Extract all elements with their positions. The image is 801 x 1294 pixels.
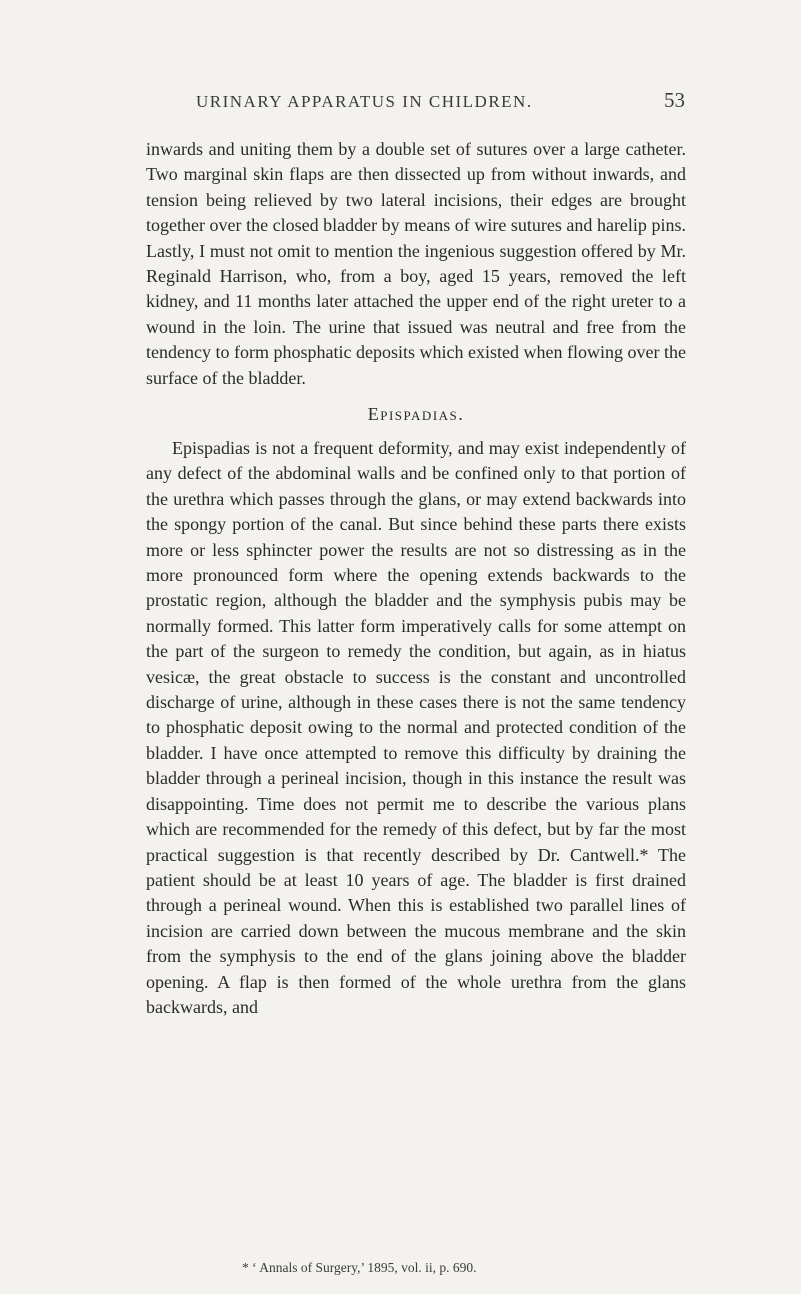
footnote: * ‘ Annals of Surgery,’ 1895, vol. ii, p. 690.: [242, 1260, 477, 1275]
page-number: 53: [664, 88, 685, 112]
text-block-epispadias: [146, 436, 686, 1020]
running-title: URINARY APPARATUS IN CHILDREN.: [196, 92, 533, 111]
paragraph-epispadias: Epispadias is not a frequent deformity, and may exist independently of any defect of the abdominal walls and be confined only to that portion of the urethra which passes through the glans, or may extend backwards into the spongy portion of the canal. But since behind these parts there exists more or less sphincter power the results are not so distressing as in the more pronounced form where the opening extends backwards to the prostatic region, although the bladder and the symphysis pubis may be normally formed. This latter form imperatively calls for some attempt on the part of the surgeon to remedy the condition, but again, as in hiatus vesicæ, the great obstacle to success is the constant and uncontrolled discharge of urine, although in these cases there is not the same tendency to phosphatic deposit owing to the normal and protected condition of the bladder. I have once attempted to remove this difficulty by draining the bladder through a perineal incision, though in this instance the result was disappointing. Time does not permit me to describe the various plans which are recommended for the remedy of this defect, but by far the most practical suggestion is that recently described by Dr. Cantwell.* The patient should be at least 10 years of age. The bladder is first drained through a perineal wound. When this is established two parallel lines of incision are carried down between the mucous membrane and the skin from the symphysis to the end of the glans joining above the bladder opening. A flap is then formed of the whole urethra from the glans backwards, and: [146, 438, 686, 1017]
paragraph-continuation: inwards and uniting them by a double set of sutures over a large catheter. Two marginal skin flaps are then dissected up from without inwards, and tension being relieved by two lateral incisions, their edges are brought together over the closed bladder by means of wire sutures and harelip pins. Lastly, I must not omit to mention the ingenious suggestion offered by Mr. Reginald Harrison, who, from a boy, aged 15 years, removed the left kidney, and 11 months later attached the upper end of the right ureter to a wound in the loin. The urine that issued was neutral and free from the tendency to form phosphatic deposits which existed when flowing over the surface of the bladder.: [146, 139, 686, 388]
section-heading: Epispadias.: [367, 404, 465, 424]
text-block-continuation: [146, 137, 686, 391]
